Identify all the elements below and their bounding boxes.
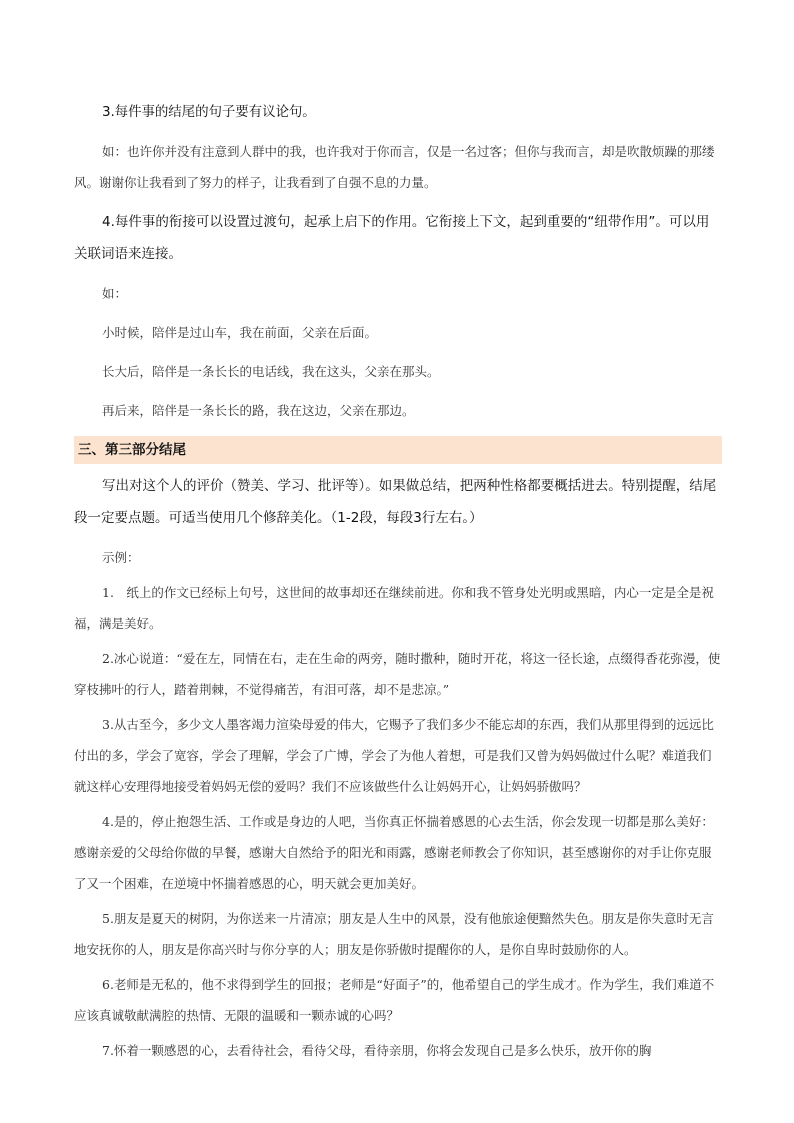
- sample-item: 2.冰心说道：“爱在左，同情在右，走在生命的两旁，随时撒种，随时开花，将这一径长途，点缀得香花弥漫，使穿枝拂叶的行人，踏着荆棘，不觉得痛苦，有泪可落，却不是悲凉。”: [74, 651, 721, 697]
- rule-4-text: 4.每件事的衔接可以设置过渡句，起承上启下的作用。它衔接上下文，起到重要的“纽带作用”。可以用关联词语来连接。: [74, 214, 710, 262]
- example-2-label: 如：: [102, 286, 128, 301]
- example-1-text: 也许你并没有注意到人群中的我，也许我对于你而言，仅是一名过客；但你与我而言，却是吹散烦躁的那缕风。谢谢你让我看到了努力的样子，让我看到了自强不息的力量。: [74, 144, 715, 190]
- example-2-line: 小时候，陪伴是过山车，我在前面，父亲在后面。: [102, 325, 378, 340]
- sample-item: 5.朋友是夏天的树阴，为你送来一片清凉；朋友是人生中的风景，没有他旅途便黯然失色。朋友是你失意时无言地安抚你的人，朋友是你高兴时与你分享的人；朋友是你骄傲时提醒你的人，是你自卑时鼓励你的人。: [74, 911, 714, 957]
- rule-3: [74, 96, 722, 128]
- sample-item: 3.从古至今，多少文人墨客竭力渲染母爱的伟大，它赐予了我们多少不能忘却的东西，我们从那里得到的远远比付出的多，学会了宽容，学会了理解，学会了广博，学会了为他人着想，可是我们又曾为妈妈做过什么呢？难道我们就这样心安理得地接受着妈妈无偿的爱吗？我们不应该做些什么让妈妈开心，让妈妈骄傲吗？: [74, 717, 714, 794]
- sample-item: 4.是的，停止抱怨生活、工作或是身边的人吧，当你真正怀揣着感恩的心去生活，你会发现一切都是那么美好：感谢亲爱的父母给你做的早餐，感谢大自然给予的阳光和雨露，感谢老师教会了你知识，甚至感谢你的对手让你克服了又一个困难，在逆境中怀揣着感恩的心，明天就会更加美好。: [74, 814, 714, 891]
- section-heading: 三、第三部分结尾: [74, 436, 722, 464]
- rule-4: [74, 206, 722, 270]
- samples-list: [74, 577, 722, 1066]
- sample-item: 1. 纸上的作文已经标上句号，这世间的故事却还在继续前进。你和我不管身处光明或黑暗，内心一定是全是祝福，满是美好。: [74, 585, 714, 631]
- example-2: [74, 278, 722, 426]
- example-1-label: 如：: [102, 144, 128, 159]
- samples-label: 示例：: [102, 550, 140, 565]
- example-2-line: 长大后，陪伴是一条长长的电话线，我在这头，父亲在那头。: [102, 364, 440, 379]
- section-intro: 写出对这个人的评价（赞美、学习、批评等）。如果做总结，把两种性格都要概括进去。特别提醒，结尾段一定要点题。可适当使用几个修辞美化。（1-2段，每段3行左右。）: [74, 478, 717, 526]
- sample-item: 6.老师是无私的，他不求得到学生的回报；老师是“好面子”的，他希望自己的学生成才。作为学生，我们难道不应该真诚敬献满腔的热情、无限的温暖和一颗赤诚的心吗？: [74, 977, 715, 1023]
- document-content: [74, 96, 722, 1066]
- sample-item: 7.怀着一颗感恩的心，去看待社会，看待父母，看待亲朋，你将会发现自己是多么快乐，放开你的胸: [102, 1043, 652, 1058]
- example-2-line: 再后来，陪伴是一条长长的路，我在这边，父亲在那边。: [102, 403, 415, 418]
- rule-3-text: 3.每件事的结尾的句子要有议论句。: [102, 104, 316, 120]
- example-1: [74, 136, 722, 198]
